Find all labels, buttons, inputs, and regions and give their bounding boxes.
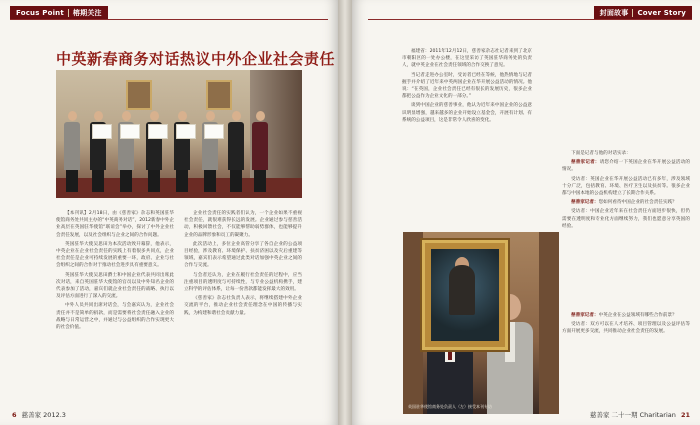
certificate [92, 124, 112, 139]
person [64, 111, 80, 192]
paragraph: 下面是记者与他的对话实录： [571, 151, 631, 156]
right-header-rule [368, 19, 692, 20]
question-label: 慈善家记者： [571, 200, 599, 206]
wall-painting [206, 80, 232, 110]
left-column-1 [56, 210, 174, 406]
paragraph: 英国驻华大使吴思田为本次活动致开幕辞，他表示，中英企业在企业社会责任的实践上有着很多共同点，企业社会责任是企业可持续发展的重要一环，政府、企业与社会组织之间的合作对于推动社会进步具有重要意义。 [56, 241, 174, 269]
page-number: 21 [680, 411, 690, 419]
paragraph: 《慈善家》杂志社负责人表示，将继续搭建中外企业交流的平台，推动企业社会责任理念在中国的传播与实践，为构建和谐社会贡献力量。 [184, 296, 302, 316]
curtain [539, 232, 559, 414]
page-number: 6 [12, 411, 17, 419]
curtain [403, 232, 423, 414]
right-column-1 [402, 48, 532, 216]
qa-block [562, 159, 690, 173]
left-header-cn: 榕期关注 [72, 8, 102, 17]
paragraph: 【本刊讯】2月18日，由《慈善家》杂志和英国驻华使馆商务处共同主办的“中英商务对话”，2012新春中外企业高层在英国驻华使馆“联谊会”举办，探讨了中外企业社会责任发展，以及社会组织与企业之间的合作问题。 [56, 211, 174, 238]
right-header-cn: 封面故事 [599, 8, 629, 17]
paragraph: 受访者：中国企业近年来在社会责任方面进步很快，但仍需要在透明度和专业化方面继续努力，我们也愿意分享英国的经验。 [562, 209, 690, 229]
left-page [0, 0, 338, 425]
person [228, 111, 244, 192]
framed-portrait [422, 240, 508, 350]
right-section-header [594, 6, 692, 19]
header-separator [632, 9, 633, 17]
right-footer [590, 410, 690, 419]
right-header-en: Cover Story [637, 8, 686, 17]
left-section-header [10, 6, 108, 19]
magazine-issue: 慈善家 2012.3 [21, 411, 66, 419]
person [252, 111, 268, 192]
paragraph: 中外人员共同出席对话会，与会嘉宾认为，企业社会责任并不是简单的捐款，而是需要将社会责任融入企业的战略与日常运营之中，并通过与公益组织的合作实现更大的社会价值。 [56, 303, 174, 331]
paragraph: 与会者还认为，企业在履行社会责任的过程中，应当注重项目的透明度与可持续性，与专业公益机构携手，建立科学的评估体系，让每一份善款都能发挥最大的效用。 [184, 272, 302, 293]
paragraph: 受访者：双方可以在人才培养、项目管理以及公益评估等方面开展更多交流，共同推动企业社会责任的发展。 [562, 322, 690, 335]
magazine-tag: Charitarian [639, 411, 676, 419]
certificate [148, 124, 168, 139]
wall-painting [126, 80, 152, 110]
certificate [176, 124, 196, 139]
left-header-rule [10, 19, 328, 20]
paragraph: 此次活动上，多位企业高管分享了各自企业的公益项目经验，涉及教育、环境保护、扶贫济困以及灾后重建等领域，嘉宾们表示希望通过此类对话加强中英企业之间的合作与交流。 [184, 241, 302, 269]
spine-gutter [338, 0, 352, 425]
paragraph: 福建省：2011年12月12日，慈善家杂志社记者来到了北京市朝阳区的一处办公楼，在这里采访了英国驻华商务处的负责人，就中英企业在社会责任领域的合作交换了意见。 [402, 49, 532, 69]
magazine-issue: 慈善家 二十一期 [589, 411, 638, 419]
paragraph: 企业社会责任的实践者们认为，一个企业如果不重视社会责任，就很难获得长远的发展。企业通过参与慈善活动，积极回馈社会，不仅能够帮助弱势群体，也能够提升企业的品牌形象和员工的凝聚力。 [184, 211, 302, 238]
paragraph: 当记者走进办公室时，受访者已经在等候，他热情地与记者握手并介绍了近年来中英两国企业在华开展公益活动的情况。他说：“在英国，企业社会责任已经有很长的发展历史，很多企业都把公益作为企业文化的一部分。” [402, 72, 532, 100]
paragraph: 受访者：英国企业在华开展公益活动已有多年，涉及领域十分广泛，包括教育、环境、医疗卫生以及扶贫等。很多企业都与中国本地的公益机构建立了长期合作关系。 [562, 176, 690, 197]
qa-block [562, 312, 690, 319]
photo-caption: 英国驻华使馆商务处负责人（左）接受本刊专访 [408, 404, 492, 409]
paragraph: 英国驻华大使吴思田爵士和中国企业代表共同出席此次对话，来自英国驻华大使馆的官员以及中外知名企业的代表参加了活动，嘉宾们就企业社会责任的战略、执行以及评估方面进行了深入的交流。 [56, 272, 174, 300]
question-label: 慈善家记者： [571, 160, 600, 166]
right-column-3 [562, 312, 690, 404]
certificate [204, 124, 224, 139]
question-text: 您如何看待中国企业的社会责任实践？ [598, 200, 677, 206]
paragraph: 谈到中国企业的慈善事业，他认为近年来中国企业的公益意识明显增强，越来越多的企业开始设立基金会，开展有计划、有系统的公益项目，这是非常令人欣喜的变化。 [402, 103, 532, 123]
certificate [120, 124, 140, 139]
left-column-2 [184, 210, 302, 406]
left-header-en: Focus Point [16, 8, 64, 17]
header-separator [68, 9, 69, 17]
question-text: 中英企业在公益领域有哪些合作前景？ [598, 313, 677, 318]
group-photo [56, 70, 302, 198]
question-label: 慈善家记者： [571, 313, 599, 318]
question-text: 请您介绍一下英国企业在华开展公益活动的情况。 [562, 160, 690, 173]
qa-block [562, 199, 690, 206]
left-footer [12, 410, 66, 419]
article-title: 中英新春商务对话热议中外企业社会责任 [56, 50, 336, 68]
